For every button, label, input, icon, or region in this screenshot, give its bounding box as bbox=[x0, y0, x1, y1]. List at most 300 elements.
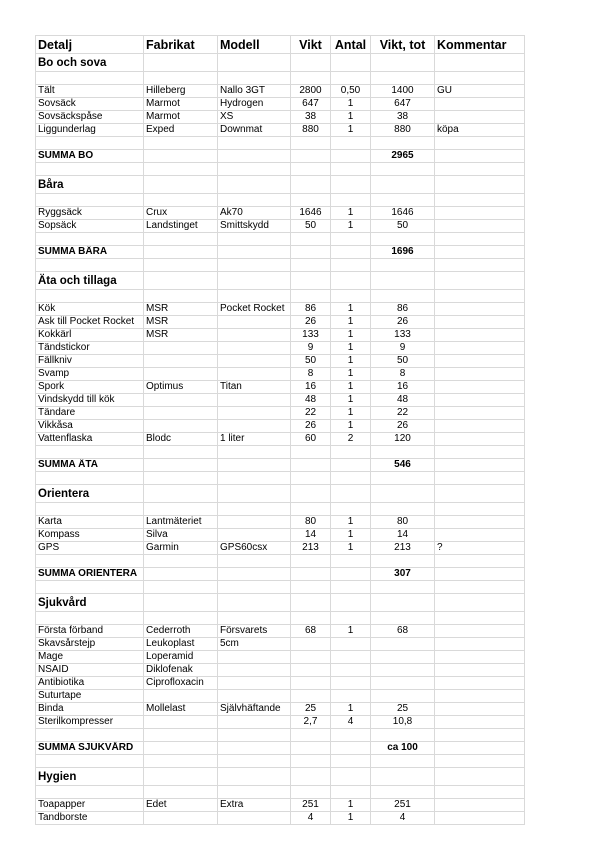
table-cell: 1 bbox=[331, 220, 371, 233]
table-cell: 60 bbox=[291, 433, 331, 446]
empty-cell bbox=[36, 581, 144, 594]
section-row bbox=[36, 768, 525, 786]
empty-cell bbox=[331, 555, 371, 568]
empty-cell bbox=[144, 472, 218, 485]
table-row bbox=[36, 638, 525, 651]
empty-cell bbox=[144, 503, 218, 516]
empty-cell bbox=[435, 246, 525, 259]
table-cell: 1 bbox=[331, 303, 371, 316]
empty-cell bbox=[36, 503, 144, 516]
section-title: Sjukvård bbox=[36, 594, 144, 612]
table-cell: 22 bbox=[291, 407, 331, 420]
section-title: Bo och sova bbox=[36, 54, 144, 72]
table-row bbox=[36, 355, 525, 368]
empty-cell bbox=[331, 742, 371, 755]
empty-cell bbox=[144, 446, 218, 459]
table-cell: ? bbox=[435, 542, 525, 555]
empty-cell bbox=[218, 150, 291, 163]
table-cell: 1 bbox=[331, 407, 371, 420]
table-cell: 68 bbox=[371, 625, 435, 638]
table-cell: 2 bbox=[331, 433, 371, 446]
empty-cell bbox=[218, 786, 291, 799]
empty-cell bbox=[291, 446, 331, 459]
table-cell bbox=[435, 303, 525, 316]
empty-cell bbox=[331, 163, 371, 176]
table-cell bbox=[218, 690, 291, 703]
table-cell: Svamp bbox=[36, 368, 144, 381]
empty-cell bbox=[371, 581, 435, 594]
empty-cell bbox=[435, 137, 525, 150]
section-row bbox=[36, 594, 525, 612]
empty-cell bbox=[331, 272, 371, 290]
table-cell bbox=[371, 664, 435, 677]
empty-cell bbox=[435, 555, 525, 568]
table-cell bbox=[218, 516, 291, 529]
empty-cell bbox=[218, 233, 291, 246]
empty-cell bbox=[291, 581, 331, 594]
table-cell bbox=[435, 381, 525, 394]
empty-cell bbox=[144, 786, 218, 799]
empty-cell bbox=[435, 485, 525, 503]
table-cell: Hilleberg bbox=[144, 85, 218, 98]
table-cell: Självhäftande bbox=[218, 703, 291, 716]
table-cell: 1400 bbox=[371, 85, 435, 98]
summary-value: 1696 bbox=[371, 246, 435, 259]
column-header-modell: Modell bbox=[218, 36, 291, 54]
table-cell: Ask till Pocket Rocket bbox=[36, 316, 144, 329]
table-row bbox=[36, 799, 525, 812]
table-cell: Fällkniv bbox=[36, 355, 144, 368]
table-cell: 1 bbox=[331, 703, 371, 716]
table-cell bbox=[144, 812, 218, 825]
table-cell bbox=[218, 368, 291, 381]
table-cell bbox=[371, 638, 435, 651]
empty-cell bbox=[291, 272, 331, 290]
section-row bbox=[36, 272, 525, 290]
column-header-vikt: Vikt bbox=[291, 36, 331, 54]
table-cell bbox=[435, 664, 525, 677]
table-cell bbox=[435, 394, 525, 407]
table-row bbox=[36, 812, 525, 825]
table-cell: Mollelast bbox=[144, 703, 218, 716]
table-cell: 213 bbox=[371, 542, 435, 555]
empty-cell bbox=[331, 459, 371, 472]
table-cell: NSAID bbox=[36, 664, 144, 677]
table-cell bbox=[435, 716, 525, 729]
table-row bbox=[36, 220, 525, 233]
empty-cell bbox=[144, 72, 218, 85]
table-row bbox=[36, 703, 525, 716]
table-cell bbox=[331, 690, 371, 703]
table-cell: 1 bbox=[331, 207, 371, 220]
table-cell: Kök bbox=[36, 303, 144, 316]
table-cell: 1 bbox=[331, 394, 371, 407]
empty-cell bbox=[435, 290, 525, 303]
table-cell: 1 bbox=[331, 342, 371, 355]
empty-cell bbox=[291, 729, 331, 742]
empty-cell bbox=[218, 742, 291, 755]
table-cell: 880 bbox=[291, 124, 331, 137]
table-cell: 251 bbox=[291, 799, 331, 812]
empty-cell bbox=[218, 194, 291, 207]
blank-row bbox=[36, 446, 525, 459]
empty-cell bbox=[144, 137, 218, 150]
empty-cell bbox=[291, 246, 331, 259]
table-cell: 8 bbox=[291, 368, 331, 381]
empty-cell bbox=[371, 290, 435, 303]
table-cell: Tandborste bbox=[36, 812, 144, 825]
blank-row bbox=[36, 137, 525, 150]
table-cell: Exped bbox=[144, 124, 218, 137]
table-cell: 1 bbox=[331, 111, 371, 124]
table-cell: Smittskydd bbox=[218, 220, 291, 233]
empty-cell bbox=[371, 755, 435, 768]
empty-cell bbox=[144, 555, 218, 568]
empty-cell bbox=[435, 503, 525, 516]
empty-cell bbox=[291, 137, 331, 150]
summary-row bbox=[36, 459, 525, 472]
table-cell: Downmat bbox=[218, 124, 291, 137]
table-cell bbox=[435, 420, 525, 433]
empty-cell bbox=[36, 555, 144, 568]
empty-cell bbox=[144, 150, 218, 163]
table-cell: 1 bbox=[331, 355, 371, 368]
table-cell bbox=[435, 651, 525, 664]
table-cell: 4 bbox=[291, 812, 331, 825]
empty-cell bbox=[331, 594, 371, 612]
summary-value: 546 bbox=[371, 459, 435, 472]
table-cell: 0,50 bbox=[331, 85, 371, 98]
empty-cell bbox=[144, 246, 218, 259]
summary-row bbox=[36, 246, 525, 259]
table-cell: 86 bbox=[371, 303, 435, 316]
empty-cell bbox=[331, 446, 371, 459]
table-cell: 1 bbox=[331, 516, 371, 529]
table-cell: 8 bbox=[371, 368, 435, 381]
empty-cell bbox=[36, 786, 144, 799]
empty-cell bbox=[291, 612, 331, 625]
table-cell: Tändstickor bbox=[36, 342, 144, 355]
table-cell: 10,8 bbox=[371, 716, 435, 729]
table-cell: MSR bbox=[144, 303, 218, 316]
empty-cell bbox=[435, 54, 525, 72]
empty-cell bbox=[144, 176, 218, 194]
empty-cell bbox=[331, 472, 371, 485]
empty-cell bbox=[435, 150, 525, 163]
empty-cell bbox=[36, 233, 144, 246]
packing-list-table bbox=[35, 35, 525, 825]
empty-cell bbox=[435, 163, 525, 176]
empty-cell bbox=[331, 503, 371, 516]
section-row bbox=[36, 176, 525, 194]
section-title: Båra bbox=[36, 176, 144, 194]
table-cell: Marmot bbox=[144, 111, 218, 124]
empty-cell bbox=[144, 742, 218, 755]
empty-cell bbox=[371, 503, 435, 516]
table-cell bbox=[218, 329, 291, 342]
table-cell bbox=[435, 342, 525, 355]
empty-cell bbox=[371, 786, 435, 799]
table-cell bbox=[291, 651, 331, 664]
empty-cell bbox=[435, 72, 525, 85]
empty-cell bbox=[291, 163, 331, 176]
empty-cell bbox=[218, 290, 291, 303]
summary-row bbox=[36, 568, 525, 581]
column-header-vikt-tot: Vikt, tot bbox=[371, 36, 435, 54]
table-row bbox=[36, 342, 525, 355]
summary-row bbox=[36, 742, 525, 755]
table-cell bbox=[144, 407, 218, 420]
table-row bbox=[36, 433, 525, 446]
column-header-fabrikat: Fabrikat bbox=[144, 36, 218, 54]
empty-cell bbox=[218, 594, 291, 612]
table-cell: Hydrogen bbox=[218, 98, 291, 111]
blank-row bbox=[36, 503, 525, 516]
table-cell: 48 bbox=[291, 394, 331, 407]
empty-cell bbox=[218, 472, 291, 485]
table-cell bbox=[435, 638, 525, 651]
empty-cell bbox=[371, 54, 435, 72]
table-cell: Vindskydd till kök bbox=[36, 394, 144, 407]
table-cell bbox=[144, 355, 218, 368]
table-cell: Toapapper bbox=[36, 799, 144, 812]
table-cell: Karta bbox=[36, 516, 144, 529]
empty-cell bbox=[331, 729, 371, 742]
table-cell: 5cm bbox=[218, 638, 291, 651]
table-cell bbox=[218, 355, 291, 368]
table-cell: 25 bbox=[291, 703, 331, 716]
table-cell bbox=[435, 690, 525, 703]
empty-cell bbox=[144, 54, 218, 72]
empty-cell bbox=[291, 194, 331, 207]
empty-cell bbox=[291, 459, 331, 472]
section-row bbox=[36, 54, 525, 72]
table-cell: 9 bbox=[371, 342, 435, 355]
table-cell: 647 bbox=[371, 98, 435, 111]
empty-cell bbox=[36, 446, 144, 459]
table-cell: Nallo 3GT bbox=[218, 85, 291, 98]
table-cell: 50 bbox=[291, 220, 331, 233]
table-cell: 1 bbox=[331, 812, 371, 825]
table-cell: 4 bbox=[331, 716, 371, 729]
table-cell: Silva bbox=[144, 529, 218, 542]
empty-cell bbox=[36, 755, 144, 768]
table-cell bbox=[218, 407, 291, 420]
empty-cell bbox=[435, 272, 525, 290]
table-cell: Sovsäck bbox=[36, 98, 144, 111]
empty-cell bbox=[435, 755, 525, 768]
table-row bbox=[36, 85, 525, 98]
table-cell: Crux bbox=[144, 207, 218, 220]
empty-cell bbox=[371, 729, 435, 742]
summary-label: SUMMA SJUKVÅRD bbox=[36, 742, 144, 755]
empty-cell bbox=[144, 612, 218, 625]
table-row bbox=[36, 516, 525, 529]
empty-cell bbox=[331, 246, 371, 259]
table-cell: 16 bbox=[291, 381, 331, 394]
table-cell bbox=[435, 355, 525, 368]
empty-cell bbox=[435, 742, 525, 755]
empty-cell bbox=[218, 459, 291, 472]
table-cell: Leukoplast bbox=[144, 638, 218, 651]
empty-cell bbox=[291, 568, 331, 581]
table-cell: Binda bbox=[36, 703, 144, 716]
table-row bbox=[36, 664, 525, 677]
table-cell bbox=[435, 433, 525, 446]
table-cell: GPS bbox=[36, 542, 144, 555]
table-cell bbox=[291, 690, 331, 703]
table-cell bbox=[435, 799, 525, 812]
table-cell bbox=[435, 207, 525, 220]
table-row bbox=[36, 690, 525, 703]
table-cell bbox=[435, 407, 525, 420]
table-cell: 1 liter bbox=[218, 433, 291, 446]
empty-cell bbox=[331, 755, 371, 768]
table-cell: 22 bbox=[371, 407, 435, 420]
table-cell bbox=[218, 394, 291, 407]
empty-cell bbox=[371, 612, 435, 625]
table-cell: Spork bbox=[36, 381, 144, 394]
table-cell: 1 bbox=[331, 625, 371, 638]
table-cell: MSR bbox=[144, 316, 218, 329]
column-header-kommentar: Kommentar bbox=[435, 36, 525, 54]
table-cell: Ak70 bbox=[218, 207, 291, 220]
table-cell: 80 bbox=[371, 516, 435, 529]
empty-cell bbox=[291, 555, 331, 568]
blank-row bbox=[36, 581, 525, 594]
table-cell bbox=[144, 394, 218, 407]
table-row bbox=[36, 124, 525, 137]
empty-cell bbox=[331, 581, 371, 594]
table-cell bbox=[435, 529, 525, 542]
empty-cell bbox=[435, 233, 525, 246]
empty-cell bbox=[371, 472, 435, 485]
empty-cell bbox=[218, 768, 291, 786]
table-cell bbox=[144, 420, 218, 433]
table-cell bbox=[371, 677, 435, 690]
empty-cell bbox=[36, 137, 144, 150]
empty-cell bbox=[435, 568, 525, 581]
summary-label: SUMMA BO bbox=[36, 150, 144, 163]
empty-cell bbox=[291, 485, 331, 503]
table-cell bbox=[218, 316, 291, 329]
empty-cell bbox=[291, 742, 331, 755]
empty-cell bbox=[218, 503, 291, 516]
table-row bbox=[36, 394, 525, 407]
empty-cell bbox=[435, 446, 525, 459]
empty-cell bbox=[218, 272, 291, 290]
table-cell: Landstinget bbox=[144, 220, 218, 233]
table-cell: Mage bbox=[36, 651, 144, 664]
table-cell: Sovsäckspåse bbox=[36, 111, 144, 124]
empty-cell bbox=[331, 150, 371, 163]
table-cell: 1 bbox=[331, 124, 371, 137]
header-row bbox=[36, 36, 525, 54]
empty-cell bbox=[331, 233, 371, 246]
empty-cell bbox=[331, 259, 371, 272]
table-cell bbox=[435, 625, 525, 638]
table-cell: Första förband bbox=[36, 625, 144, 638]
table-body bbox=[36, 36, 525, 825]
table-row bbox=[36, 303, 525, 316]
blank-row bbox=[36, 72, 525, 85]
table-cell: 1 bbox=[331, 329, 371, 342]
blank-row bbox=[36, 612, 525, 625]
table-cell: 86 bbox=[291, 303, 331, 316]
table-cell bbox=[291, 638, 331, 651]
empty-cell bbox=[331, 194, 371, 207]
table-cell: 38 bbox=[291, 111, 331, 124]
table-cell: Loperamid bbox=[144, 651, 218, 664]
empty-cell bbox=[218, 555, 291, 568]
empty-cell bbox=[218, 176, 291, 194]
table-cell: Skavsårstejp bbox=[36, 638, 144, 651]
table-cell: Ciprofloxacin bbox=[144, 677, 218, 690]
summary-value: 2965 bbox=[371, 150, 435, 163]
table-cell bbox=[435, 812, 525, 825]
empty-cell bbox=[331, 137, 371, 150]
summary-label: SUMMA BÄRA bbox=[36, 246, 144, 259]
blank-row bbox=[36, 259, 525, 272]
summary-value: ca 100 bbox=[371, 742, 435, 755]
empty-cell bbox=[371, 163, 435, 176]
table-cell: 1 bbox=[331, 381, 371, 394]
table-cell: 1 bbox=[331, 316, 371, 329]
table-row bbox=[36, 368, 525, 381]
table-cell bbox=[144, 342, 218, 355]
empty-cell bbox=[371, 137, 435, 150]
empty-cell bbox=[371, 768, 435, 786]
empty-cell bbox=[371, 72, 435, 85]
empty-cell bbox=[36, 472, 144, 485]
table-cell bbox=[435, 316, 525, 329]
table-cell: 14 bbox=[291, 529, 331, 542]
table-cell: köpa bbox=[435, 124, 525, 137]
table-cell bbox=[435, 703, 525, 716]
empty-cell bbox=[331, 612, 371, 625]
table-cell bbox=[218, 677, 291, 690]
empty-cell bbox=[331, 485, 371, 503]
empty-cell bbox=[144, 594, 218, 612]
table-cell: Lantmäteriet bbox=[144, 516, 218, 529]
summary-row bbox=[36, 150, 525, 163]
empty-cell bbox=[144, 290, 218, 303]
empty-cell bbox=[36, 259, 144, 272]
empty-cell bbox=[218, 485, 291, 503]
table-cell: 1646 bbox=[291, 207, 331, 220]
table-cell: Extra bbox=[218, 799, 291, 812]
blank-row bbox=[36, 290, 525, 303]
table-cell: Försvarets bbox=[218, 625, 291, 638]
blank-row bbox=[36, 729, 525, 742]
empty-cell bbox=[218, 259, 291, 272]
table-cell bbox=[331, 638, 371, 651]
empty-cell bbox=[218, 163, 291, 176]
empty-cell bbox=[435, 612, 525, 625]
table-cell: Ryggsäck bbox=[36, 207, 144, 220]
table-cell bbox=[435, 516, 525, 529]
table-cell: 26 bbox=[291, 316, 331, 329]
empty-cell bbox=[144, 233, 218, 246]
table-cell: 1 bbox=[331, 98, 371, 111]
empty-cell bbox=[144, 729, 218, 742]
table-cell: Kokkärl bbox=[36, 329, 144, 342]
blank-row bbox=[36, 194, 525, 207]
table-cell: 213 bbox=[291, 542, 331, 555]
table-cell bbox=[435, 111, 525, 124]
table-cell: 26 bbox=[291, 420, 331, 433]
table-cell: XS bbox=[218, 111, 291, 124]
